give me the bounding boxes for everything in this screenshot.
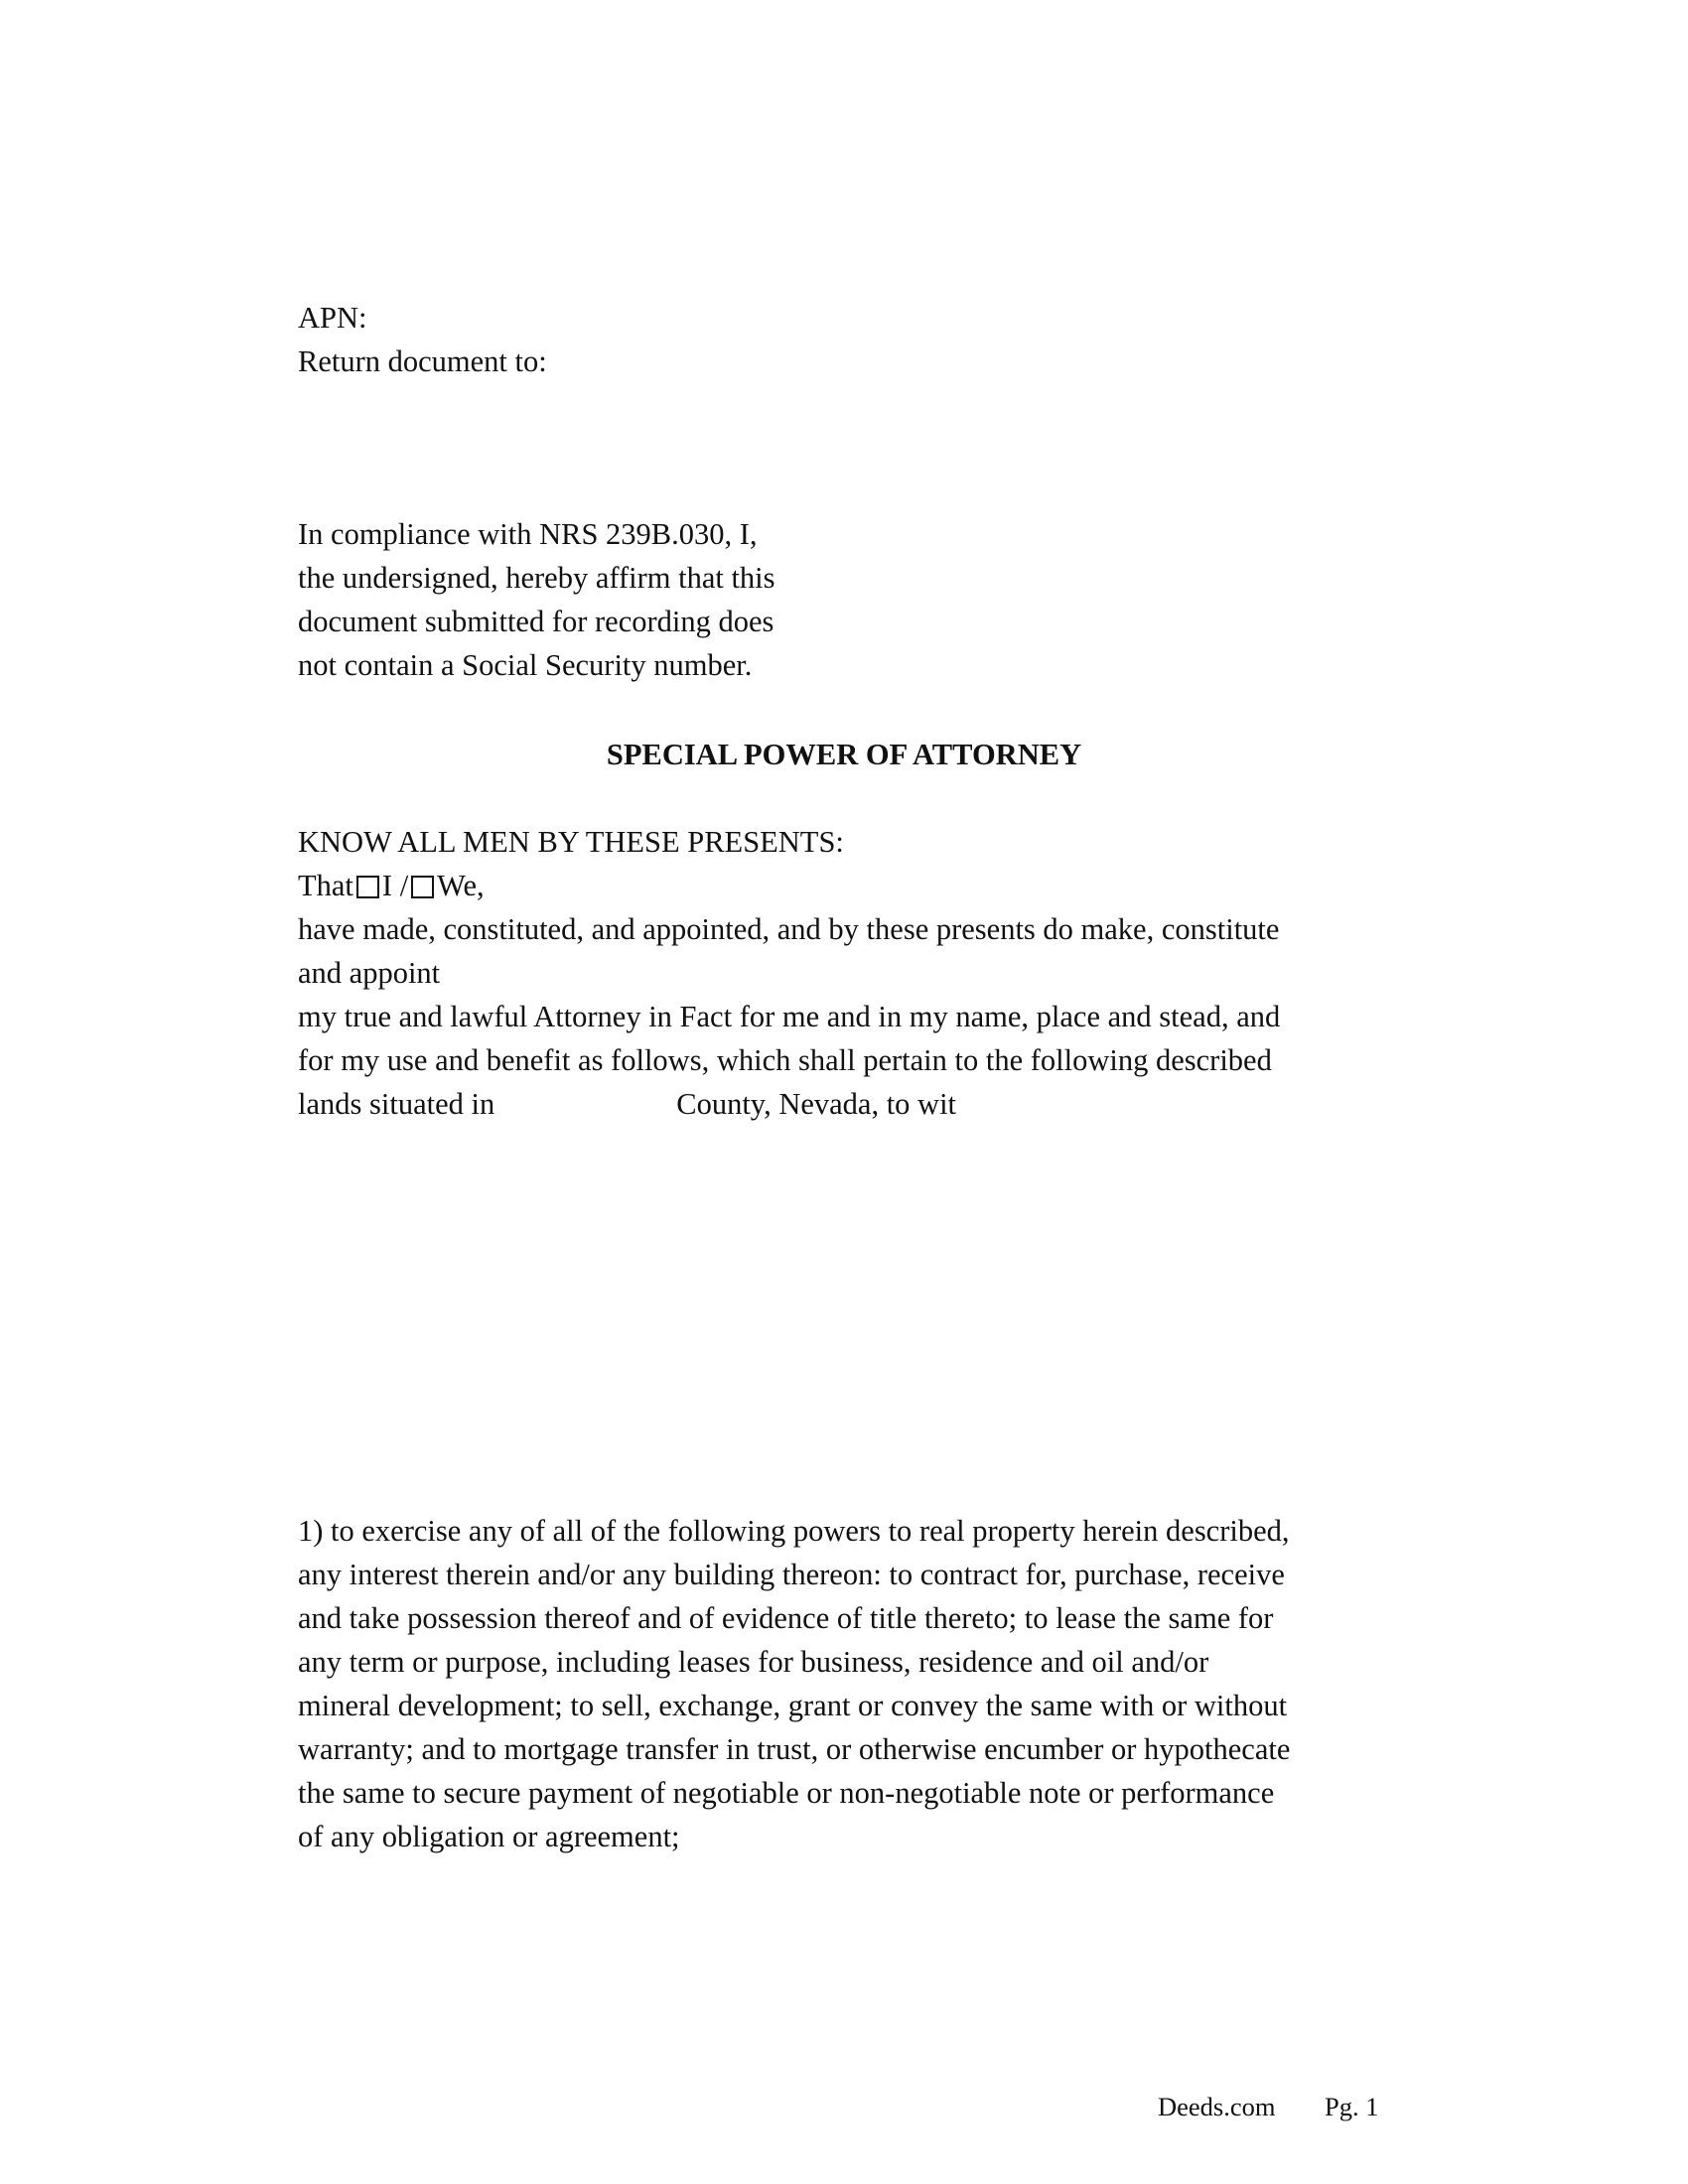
return-document-label: Return document to: <box>298 344 547 378</box>
grantor-line <box>298 864 485 907</box>
affirmation-line: In compliance with NRS 239B.030, I, <box>298 517 758 551</box>
affirmation-line: the undersigned, hereby affirm that this <box>298 561 775 595</box>
attorney-line: my true and lawful Attorney in Fact for me and in my name, place and stead, and <box>298 1000 1281 1033</box>
affirmation-line: document submitted for recording does <box>298 605 774 638</box>
attorney-line: for my use and benefit as follows, which shall pertain to the following described <box>298 1043 1272 1077</box>
appointment-line: and appoint <box>298 956 441 990</box>
option-i-label: I / <box>381 869 409 902</box>
affirmation-line: not contain a Social Security number. <box>298 648 753 682</box>
powers-line: any term or purpose, including leases for business, residence and oil and/or <box>298 1645 1209 1679</box>
powers-line: the same to secure payment of negotiable or non-negotiable note or performance <box>298 1776 1275 1810</box>
document-title: SPECIAL POWER OF ATTORNEY <box>606 738 1082 771</box>
footer-site: Deeds.com <box>1158 2092 1276 2121</box>
that-label: That <box>298 869 353 902</box>
powers-line: mineral development; to sell, exchange, grant or convey the same with or without <box>298 1689 1288 1722</box>
county-nevada-label: County, Nevada, to wit <box>676 1087 957 1121</box>
powers-line: of any obligation or agreement; <box>298 1820 680 1853</box>
county-line <box>298 1082 956 1126</box>
know-all-men-line: KNOW ALL MEN BY THESE PRESENTS: <box>298 825 844 859</box>
option-we-label: We, <box>437 869 485 902</box>
powers-line: and take possession thereof and of evidence of title thereto; to lease the same for <box>298 1601 1274 1635</box>
lands-situated-label: lands situated in <box>298 1087 495 1121</box>
checkbox-we[interactable] <box>411 876 434 898</box>
checkbox-i[interactable] <box>356 876 379 898</box>
apn-label: APN: <box>298 301 367 335</box>
powers-line: warranty; and to mortgage transfer in trust, or otherwise encumber or hypothecate <box>298 1732 1291 1766</box>
footer-page-number: Pg. 1 <box>1325 2092 1379 2121</box>
powers-line: any interest therein and/or any building thereon: to contract for, purchase, receive <box>298 1558 1285 1591</box>
powers-line: 1) to exercise any of all of the following powers to real property herein described, <box>298 1514 1290 1548</box>
appointment-line: have made, constituted, and appointed, and by these presents do make, constitute <box>298 912 1280 946</box>
